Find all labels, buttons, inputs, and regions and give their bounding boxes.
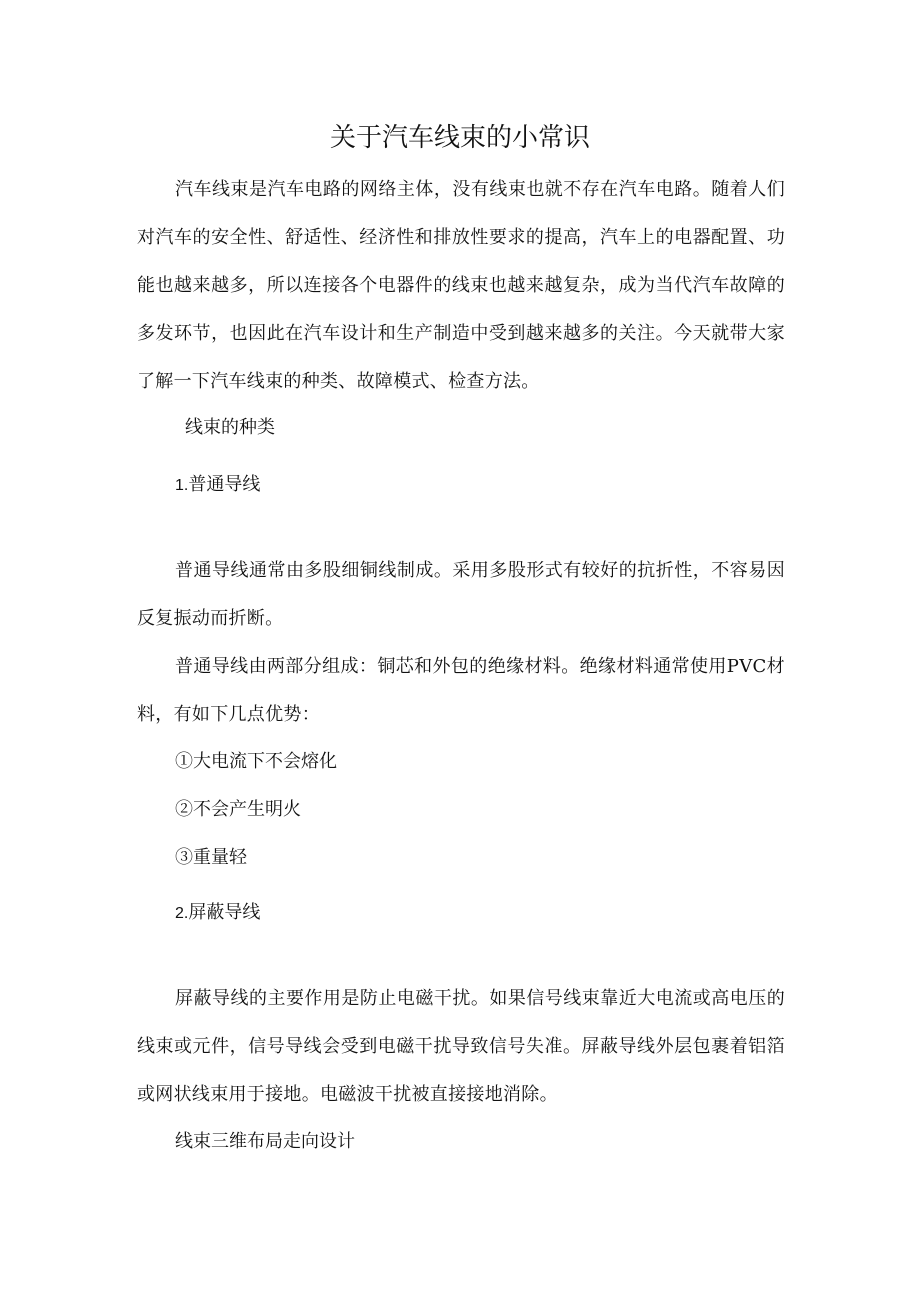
page-title: 关于汽车线束的小常识 bbox=[329, 123, 590, 153]
ordinary-wire-paragraph-1: 普通导线通常由多股细铜线制成。采用多股形式有较好的抗折性，不容易因反复振动而折断。 bbox=[137, 560, 785, 629]
section-heading-types: 线束的种类 bbox=[185, 417, 275, 438]
advantage-item: ①大电流下不会熔化 bbox=[175, 751, 337, 772]
subheading-number: 2. bbox=[175, 905, 189, 922]
advantage-item: ②不会产生明火 bbox=[175, 799, 301, 820]
subheading-label: 普通导线 bbox=[188, 474, 261, 495]
subheading-number: 1. bbox=[175, 477, 189, 494]
intro-paragraph: 汽车线束是汽车电路的网络主体，没有线束也就不存在汽车电路。随着人们对汽车的安全性、舒适性、经济性和排放性要求的提高，汽车上的电器配置、功能也越来越多，所以连接各个电器件的线束也越来越复杂，成为当代汽车故障的多发环节，也因此在汽车设计和生产制造中受到越来越多的关注。今天就带大家了解一下汽车线束的种类、故障模式、检查方法。 bbox=[137, 179, 785, 392]
advantage-item: ③重量轻 bbox=[175, 847, 247, 868]
subheading-shielded-wire bbox=[175, 898, 260, 929]
shielded-wire-paragraph: 屏蔽导线的主要作用是防止电磁干扰。如果信号线束靠近大电流或高电压的线束或元件，信号导线会受到电磁干扰导致信号失准。屏蔽导线外层包裹着铝箔或网状线束用于接地。电磁波干扰被直接接地消除。 bbox=[137, 988, 785, 1105]
section-heading-layout: 线束三维布局走向设计 bbox=[175, 1131, 355, 1152]
subheading-label: 屏蔽导线 bbox=[188, 902, 261, 923]
subheading-ordinary-wire bbox=[175, 470, 260, 501]
ordinary-wire-paragraph-2: 普通导线由两部分组成：铜芯和外包的绝缘材料。绝缘材料通常使用PVC材料，有如下几点优势： bbox=[137, 656, 785, 725]
